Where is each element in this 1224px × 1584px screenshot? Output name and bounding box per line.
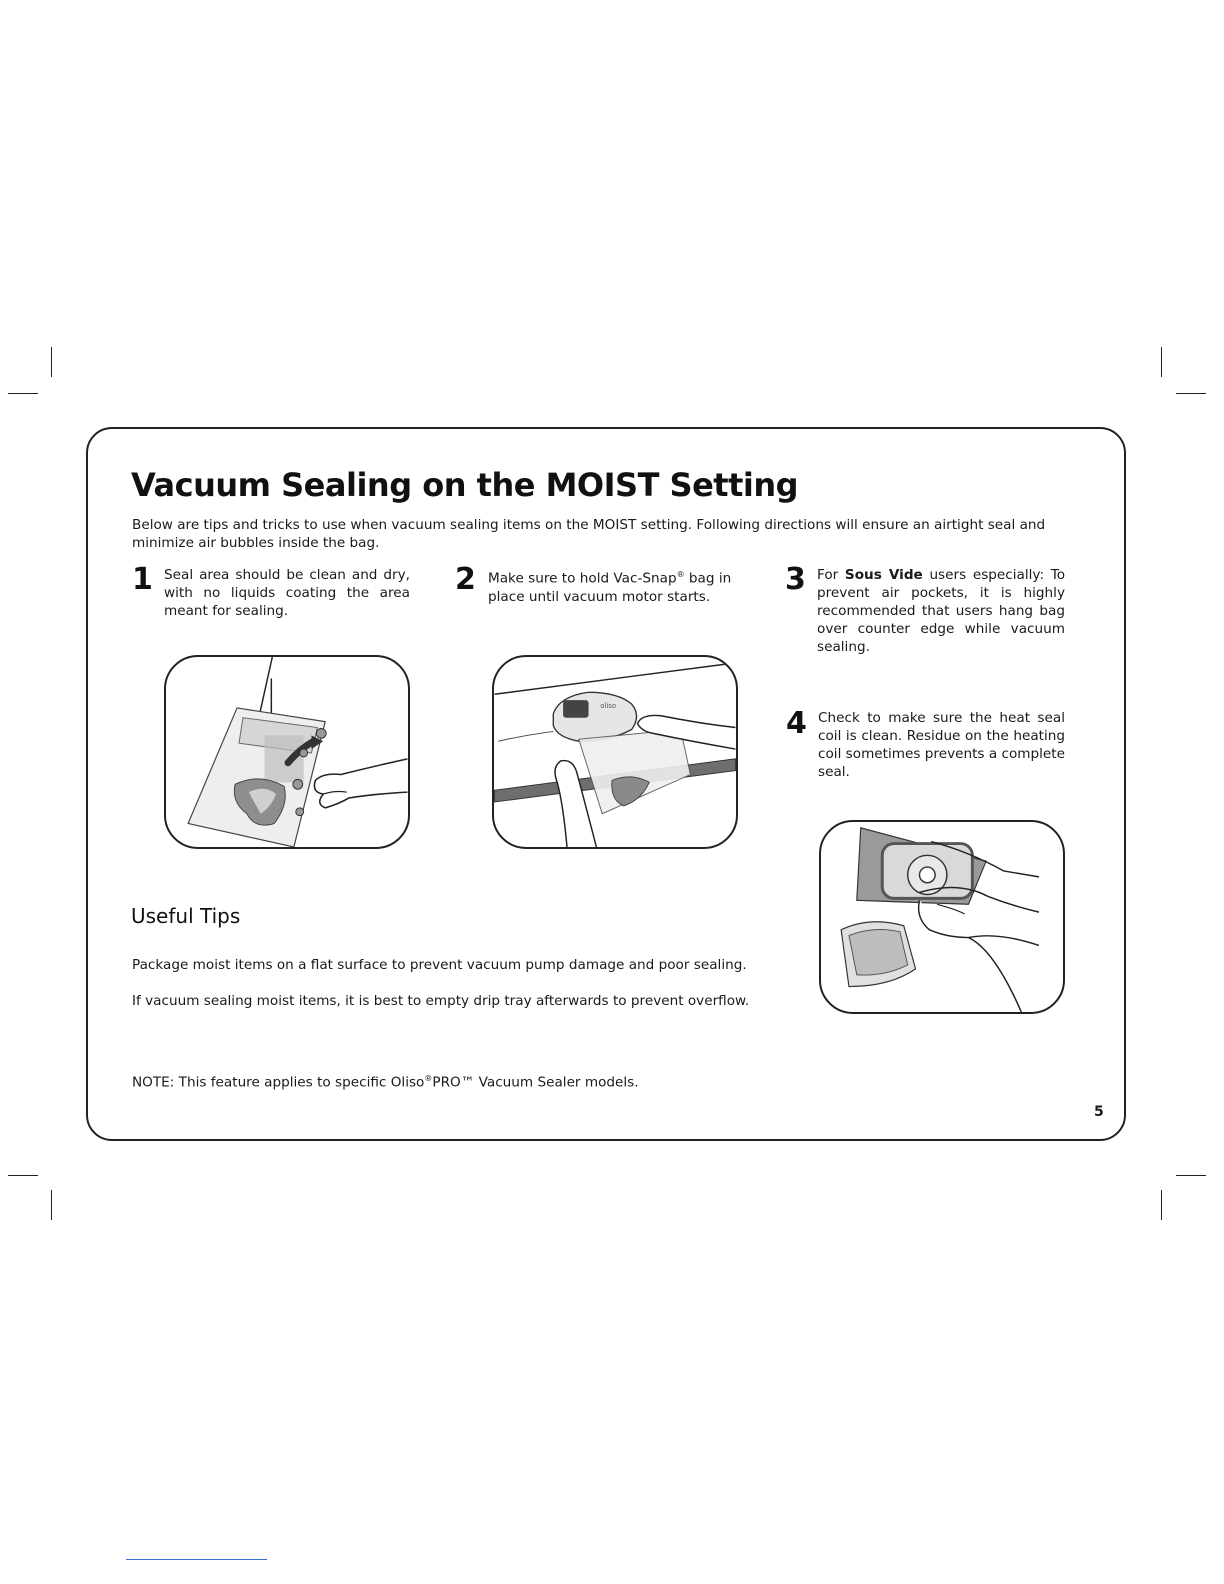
note-text-a: NOTE: This feature applies to specific Oliso	[132, 1074, 425, 1091]
crop-mark	[51, 347, 52, 377]
vacuum-sealer-illustration	[494, 657, 736, 847]
illustration-step-1	[164, 655, 410, 849]
crop-mark	[1161, 1190, 1162, 1220]
step-2-text-b: bag in place until vacuum motor starts.	[488, 570, 732, 605]
step-1-text: Seal area should be clean and dry, with no liquids coating the area meant for sealing.	[164, 567, 410, 619]
crop-mark	[51, 1190, 52, 1220]
page-number: 5	[1094, 1104, 1104, 1120]
step-3-bold: Sous Vide	[844, 567, 923, 583]
step-3-text-b: users especially: To prevent air pockets, it is highly recommended that users hang bag over counter edge while vacuum sealing.	[817, 567, 1066, 655]
tip-item: If vacuum sealing moist items, it is best to empty drip tray afterwards to prevent overflow.	[132, 993, 750, 1009]
crop-mark	[1176, 393, 1206, 394]
bag-sealing-illustration	[166, 657, 408, 847]
feature-note	[132, 1074, 639, 1091]
illustration-step-4	[819, 820, 1065, 1014]
illustration-step-2	[492, 655, 738, 849]
step-2-number: 2	[455, 562, 476, 597]
step-2-text	[488, 566, 740, 606]
useful-tips-heading: Useful Tips	[131, 904, 241, 928]
note-text-b: PRO™ Vacuum Sealer models.	[432, 1074, 639, 1091]
registered-mark: ®	[676, 570, 685, 579]
seal-coil-cleaning-illustration	[821, 822, 1063, 1012]
step-3-number: 3	[785, 562, 806, 597]
footer-link-underline	[126, 1559, 267, 1560]
crop-mark	[8, 1175, 38, 1176]
step-4-text: Check to make sure the heat seal coil is clean. Residue on the heating coil sometimes prevents a complete seal.	[818, 710, 1065, 780]
step-4-number: 4	[786, 706, 807, 741]
step-3-text	[817, 566, 1065, 656]
crop-mark	[1176, 1175, 1206, 1176]
crop-mark	[1161, 347, 1162, 377]
page-title: Vacuum Sealing on the MOIST Setting	[131, 466, 799, 504]
crop-mark	[8, 393, 38, 394]
tip-item: Package moist items on a flat surface to prevent vacuum pump damage and poor sealing.	[132, 957, 747, 973]
intro-text: Below are tips and tricks to use when vacuum sealing items on the MOIST setting. Following directions will ensure an airtight seal and minimize air bubbles inside the bag.	[132, 517, 1046, 551]
registered-mark: ®	[424, 1074, 433, 1083]
step-1-number: 1	[132, 562, 153, 597]
device-brand-label: oliso	[600, 701, 617, 710]
step-3-text-a: For	[817, 567, 845, 583]
step-2-text-a: Make sure to hold Vac-Snap	[488, 570, 677, 587]
